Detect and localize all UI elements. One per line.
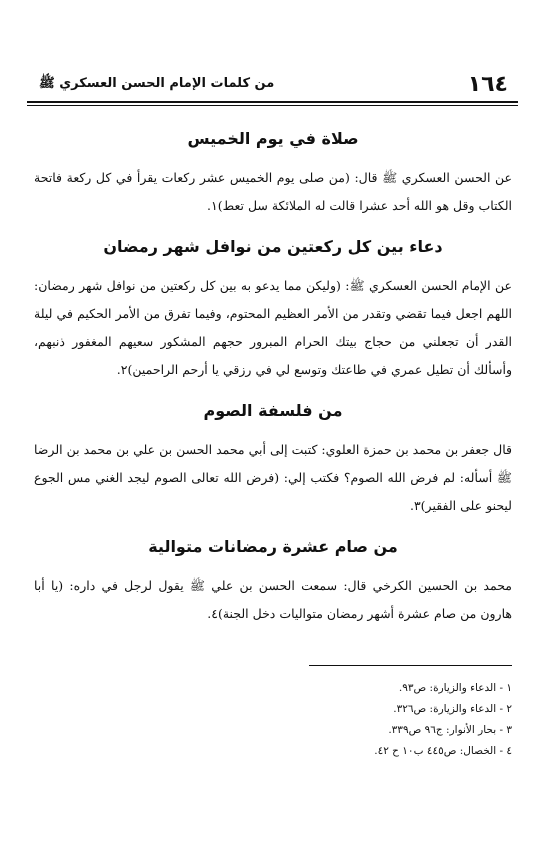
section-paragraph: محمد بن الحسين الكرخي قال: سمعت الحسن بن علي ﷺ يقول لرجل في داره: (يا أبا هارون من صام عشرة أشهر رمضان متواليات دخل الجنة)٤.	[34, 578, 512, 621]
section-title: صلاة في يوم الخميس	[187, 129, 359, 148]
section-title: من صام عشرة رمضانات متوالية	[148, 537, 398, 556]
footnote: ٣ - بحار الأنوار: ج٩٦ ص٣٣٩.	[388, 724, 512, 736]
header-rule	[27, 101, 518, 103]
footnotes	[34, 678, 512, 762]
footnote: ١ - الدعاء والزيارة: ص٩٣.	[398, 682, 512, 694]
footnote-separator	[309, 665, 512, 666]
page-number: ١٦٤	[467, 71, 508, 97]
footnote: ٢ - الدعاء والزيارة: ص٣٢٦.	[393, 703, 512, 715]
header-rule-thin	[27, 105, 518, 106]
section-title: دعاء بين كل ركعتين من نوافل شهر رمضان	[103, 237, 443, 256]
section-paragraph: عن الإمام الحسن العسكري ﷺ: (وليكن مما يدعو به بين كل ركعتين من نوافل شهر رمضان: اللهم اجعل فيما تقضي وتقدر من الأمر العظيم المحتوم، وفيما تفرق من الأمر الحكيم في ليلة القدر أن تجعلني من حجاج بيتك الحرام المبرور حجهم المشكور سعيهم المغفور ذنبهم، وأسألك أن تطيل عمري في طاعتك وتوسع لي في رزقي يا أرحم الراحمين)٢.	[34, 278, 512, 377]
section-paragraph: قال جعفر بن محمد بن حمزة العلوي: كتبت إلى أبي محمد الحسن بن علي بن محمد بن الرضا ﷺ أسأله: لم فرض الله الصوم؟ فكتب إلي: (فرض الله تعالى الصوم ليجد الغني مس الجوع ليحنو على الفقير)٣.	[34, 442, 512, 513]
footnote: ٤ - الخصال: ص٤٤٥ ب١٠ ح ٤٢.	[374, 745, 512, 757]
running-title: من كلمات الإمام الحسن العسكري ﷺ	[39, 75, 275, 91]
section-paragraph: عن الحسن العسكري ﷺ قال: (من صلى يوم الخميس عشر ركعات يقرأ في كل ركعة فاتحة الكتاب وقل هو الله أحد عشرا قالت له الملائكة سل تعط)١.	[34, 170, 512, 213]
section-title: من فلسفة الصوم	[203, 401, 343, 420]
page-body	[34, 118, 512, 642]
